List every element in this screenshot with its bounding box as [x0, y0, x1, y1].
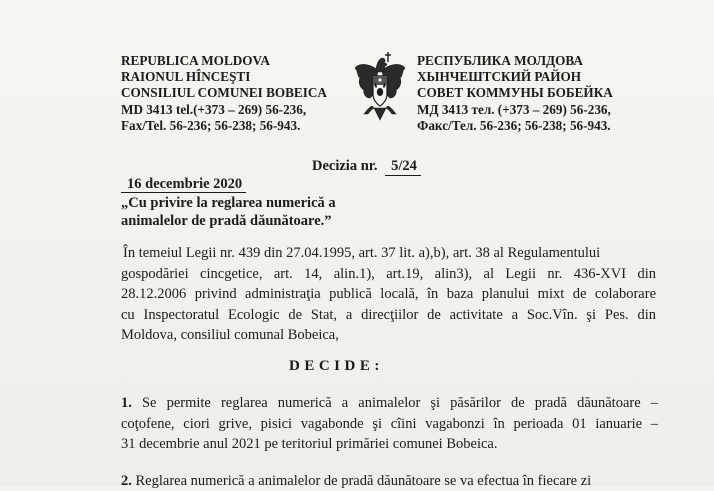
decision-subject	[121, 195, 336, 230]
subject-line: „Cu privire la reglarea numerică a	[121, 195, 336, 211]
point-line: 31 decembrie anul 2021 pe teritoriul primăriei comunei Bobeica.	[121, 436, 498, 452]
preamble-paragraph	[121, 243, 656, 346]
preamble-line: gospodăriei cincgetice, art. 14, alin.1), art.19, alin3), al Legii nr. 436-XVI din	[121, 265, 656, 282]
header-line: REPUBLICA MOLDOVA	[121, 53, 270, 68]
header-romanian	[121, 53, 327, 134]
header-line: РЕСПУБЛИКА МОЛДОВА	[417, 53, 583, 68]
decision-number: 5/24	[385, 158, 421, 176]
preamble-line: Moldova, consiliul comunal Bobeica,	[121, 327, 339, 343]
point-text: Se permite reglarea numerică a animalelor şi păsărilor de pradă dăunătoare –	[141, 395, 659, 411]
header-line: MD 3413 tel.(+373 – 269) 56-236,	[121, 101, 307, 117]
preamble-line: 28.12.2006 privind administraţia publică locală, în baza planului mixt de colaborare	[121, 286, 656, 302]
header-line: CONSILIUL COMUNEI BOBEICA	[121, 85, 327, 101]
point-1	[121, 393, 658, 455]
decide-heading: DECIDE:	[289, 358, 384, 374]
point-line: coţofene, ciori grive, pisici vagabonde şi cîini vagabonzi în perioada 01 ianuarie –	[121, 415, 658, 432]
header-russian	[417, 53, 613, 134]
header-line: СОВЕТ КОММУНЫ БОБЕЙКА	[417, 85, 613, 101]
point-line	[121, 393, 658, 414]
decision-title	[312, 158, 421, 176]
preamble-line: În temeiul Legii nr. 439 din 27.04.1995, art. 37 lit. a),b), art. 38 al Regulamentului	[123, 245, 601, 261]
preamble-line: cu Inspectoratul Ecologic de Stat, a direcţiilor de activitate a Soc.Vîn. şi Pes. din	[121, 306, 656, 323]
point-number: 2.	[121, 473, 132, 489]
point-number: 1.	[121, 395, 132, 411]
decision-date: 16 decembrie 2020	[121, 177, 246, 193]
point-text: Reglarea numerică a animalelor de pradă dăunătoare se va efectua în fiecare zi	[135, 473, 592, 489]
header-line: ХЫНЧЕШТСКИЙ РАЙОН	[417, 69, 582, 85]
subject-line: animalelor de pradă dăunătoare.”	[121, 212, 332, 229]
point-2	[121, 471, 591, 491]
header-line: Факс/Тел. 56-236; 56-238; 56-943.	[417, 117, 611, 133]
moldova-coat-of-arms-icon	[352, 50, 408, 126]
header-line: RAIONUL HÎNCEŞTI	[121, 69, 251, 85]
header-line: МД 3413 тел. (+373 – 269) 56-236,	[417, 101, 611, 117]
header-line: Fax/Tel. 56-236; 56-238; 56-943.	[121, 117, 301, 133]
decision-label: Decizia nr.	[312, 158, 378, 174]
